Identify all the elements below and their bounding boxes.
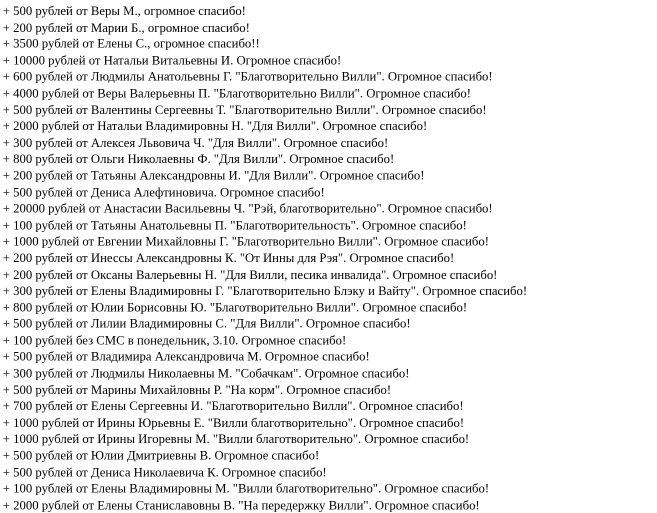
donation-line: + 500 рублей от Дениса Николаевича К. Огромное спасибо! — [2, 464, 327, 479]
donation-line: + 10000 рублей от Натальи Витальевны И. Огромное спасибо! — [2, 53, 342, 68]
donation-line: + 20000 рублей от Анастасии Васильевны Ч. "Рэй, благотворительно". Огромное спасибо! — [2, 201, 493, 216]
donation-line: + 200 рублей от Татьяны Александровны И. "Для Вилли". Огромное спасибо! — [2, 168, 425, 183]
donation-line: + 600 рублей от Людмилы Анатольевны Г. "Благотворительно Вилли". Огромное спасибо! — [2, 69, 493, 84]
donation-line: + 2000 рублей от Натальи Владимировны Н. "Для Вилли". Огромное спасибо! — [2, 119, 428, 134]
donation-line: + 300 рублей от Людмилы Николаевны М. "Собачкам". Огромное спасибо! — [2, 366, 410, 381]
donation-line: + 4000 рублей от Веры Валерьевны П. "Благотворительно Вилли". Огромное спасибо! — [2, 86, 471, 101]
donation-line: + 800 рублей от Юлии Борисовны Ю. "Благотворительно Вилли". Огромное спасибо! — [2, 300, 468, 315]
donation-line: + 500 рублей от Юлии Дмитриевны В. Огромное спасибо! — [2, 448, 320, 463]
donation-line: + 500 рублей от Дениса Алефтиновича. Огромное спасибо! — [2, 184, 325, 199]
donation-line: + 1000 рублей от Ирины Игоревны М. "Вилли благотворительно". Огромное спасибо! — [2, 431, 470, 447]
donation-line: + 500 рублей от Владимира Александровича М. Огромное спасибо! — [2, 349, 370, 364]
donation-line: + 2000 рублей от Елены Станиславовны В. "На передержку Вилли". Огромное спасибо! — [2, 497, 480, 512]
donation-line: + 300 рублей от Алексея Львовича Ч. "Для Вилли". Огромное спасибо! — [2, 135, 389, 150]
donation-line: + 500 рублей от Валентины Сергеевны Т. "Благотворительно Вилли". Огромное спасибо! — [2, 102, 487, 117]
donation-line: + 500 рублей от Лилии Владимировны С. "Для Вилли". Огромное спасибо! — [2, 316, 411, 331]
donation-line: + 800 рублей от Ольги Николаевны Ф. "Для Вилли". Огромное спасибо! — [2, 151, 395, 167]
donation-line: + 700 рублей от Елены Сергеевны И. "Благотворительно Вилли". Огромное спасибо! — [2, 399, 464, 414]
donation-line: + 100 рублей от Татьяны Анатольевны П. "Благотворительность". Огромное спасибо! — [2, 217, 467, 232]
donation-line: + 500 рублей от Веры М., огромное спасибо! — [2, 3, 246, 18]
donation-line: + 1000 рублей от Евгении Михайловны Г. "Благотворительно Вилли". Огромное спасибо! — [2, 234, 489, 249]
donation-line: + 1000 рублей от Ирины Юрьевны Е. "Вилли благотворительно". Огромное спасибо! — [2, 415, 465, 430]
donation-line: + 300 рублей от Елены Владимировны Г. "Благотворительно Блэку и Вайту". Огромное спасибо! — [2, 283, 528, 298]
donation-line: + 200 рублей от Инессы Александровны К. "От Инны для Рэя". Огромное спасибо! — [2, 250, 455, 265]
donation-line: + 200 рублей от Марии Б., огромное спасибо! — [2, 20, 250, 35]
donation-line: + 3500 рублей от Елены С., огромное спасибо!! — [2, 36, 260, 51]
donation-line: + 500 рублей от Марины Михайловны Р. "На корм". Огромное спасибо! — [2, 382, 392, 397]
donation-line: + 100 рублей без СМС в понедельник, 3.10. Огромное спасибо! — [2, 333, 347, 348]
donation-line: + 200 рублей от Оксаны Валерьевны Н. "Для Вилли, песика инвалида". Огромное спасибо! — [2, 267, 498, 282]
donation-line: + 100 рублей от Елены Владимировны М. "Вилли благотворительно". Огромное спасибо! — [2, 481, 490, 496]
